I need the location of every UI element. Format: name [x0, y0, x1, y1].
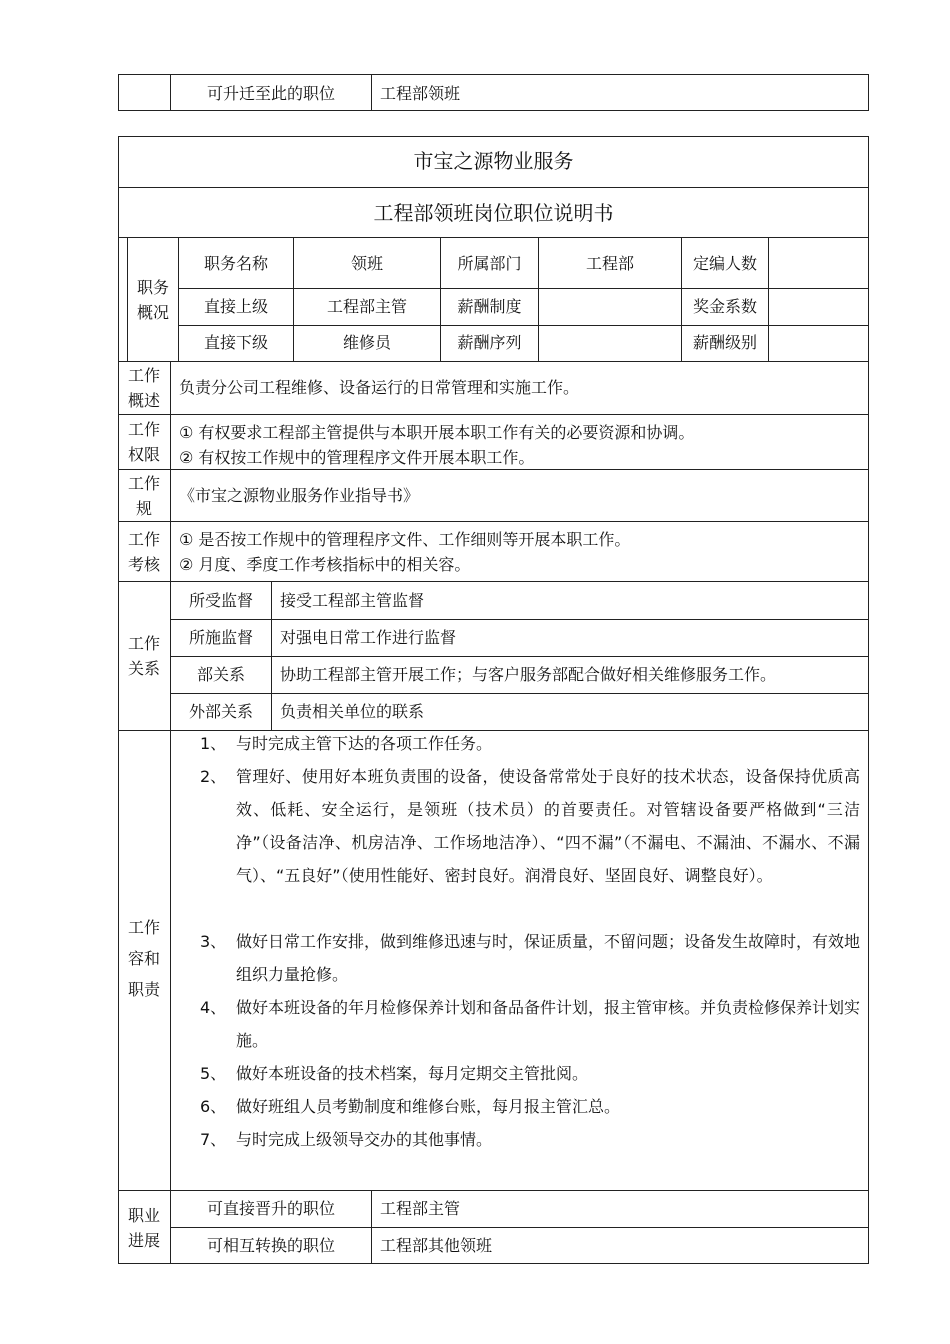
duty-item: 4、 做好本班设备的年月检修保养计划和备品备件计划，报主管审核。并负责检修保养计划实施。: [200, 998, 861, 1050]
divider: [178, 288, 869, 289]
rules-text: 《市宝之源物业服务作业指导书》: [179, 486, 420, 505]
relation-row-value: 负责相关单位的联系: [280, 702, 425, 721]
duty-item: 3、 做好日常工作安排，做到维修迅速与时，保证质量，不留问题；设备发生故障时，有效地组织力量抢修。: [200, 932, 861, 984]
authority-line-2: ② 有权按工作规中的管理程序文件开展本职工作。: [179, 448, 535, 467]
divider: [768, 237, 769, 362]
career-row-label: 可相互转换的职位: [206, 1236, 335, 1255]
divider: [170, 619, 869, 620]
job-name-value: 领班: [350, 254, 383, 273]
divider: [178, 325, 869, 326]
promotion-from-value: 工程部领班: [380, 84, 461, 103]
divider: [118, 1190, 869, 1191]
summary-text: 负责分公司工程维修、设备运行的日常管理和实施工作。: [179, 378, 580, 397]
salary-level-label: 薪酬级别: [692, 333, 757, 352]
divider: [170, 656, 869, 657]
summary-label: 工作 概述: [127, 366, 160, 410]
subordinate-label: 直接下级: [203, 333, 268, 352]
supervisor-label: 直接上级: [203, 297, 268, 316]
relation-row-value: 协助工程部主管开展工作；与客户服务部配合做好相关维修服务工作。: [280, 665, 777, 684]
divider: [118, 187, 869, 188]
authority-line-1: ① 有权要求工程部主管提供与本职开展本职工作有关的必要资源和协调。: [179, 423, 695, 442]
divider: [170, 1227, 869, 1228]
divider: [170, 361, 171, 1264]
duty-item: 1、 与时完成主管下达的各项工作任务。: [200, 734, 493, 753]
relation-row-value: 接受工程部主管监督: [280, 591, 425, 610]
divider: [371, 74, 372, 111]
assessment-line-2: ② 月度、季度工作考核指标中的相关容。: [179, 555, 471, 574]
company-name: 市宝之源物业服务: [413, 149, 574, 173]
relation-row-value: 对强电日常工作进行监督: [280, 628, 457, 647]
career-row-value: 工程部其他领班: [380, 1236, 493, 1255]
relation-row-label: 所受监督: [188, 591, 253, 610]
subordinate-value: 维修员: [342, 333, 391, 352]
duty-item: 2、 管理好、使用好本班负责围的设备，使设备常常处于良好的技术状态，设备保持优质高效、低耗、安全运行，是领班（技术员）的首要责任。对管辖设备要严格做到“三洁净”（设备洁净、机房洁净、工作场地洁净）、“四不漏”（不漏电、不漏油、不漏水、不漏气）、“五良好”（使用性能好、密封良好。润滑良好、坚固良好、调整良好）。: [200, 767, 860, 885]
salary-system-label: 薪酬制度: [457, 297, 522, 316]
document-title: 工程部领班岗位职位说明书: [373, 201, 614, 225]
duty-item: 5、 做好本班设备的技术档案，每月定期交主管批阅。: [200, 1064, 589, 1083]
duty-item: 7、 与时完成上级领导交办的其他事情。: [200, 1130, 493, 1149]
career-label: 职业 进展: [127, 1206, 160, 1250]
salary-sequence-label: 薪酬序列: [457, 333, 522, 352]
divider: [118, 581, 869, 582]
divider: [118, 361, 869, 362]
relation-row-label: 外部关系: [188, 702, 253, 721]
overview-section-label: 职务 概况: [136, 278, 169, 322]
bonus-coefficient-label: 奖金系数: [692, 297, 757, 316]
assessment-line-1: ① 是否按工作规中的管理程序文件、工作细则等开展本职工作。: [179, 530, 631, 549]
divider: [118, 469, 869, 470]
divider: [118, 237, 869, 238]
relation-row-label: 部关系: [196, 665, 245, 684]
duties-label: 工作 容和 职责: [127, 918, 160, 999]
promotion-from-label: 可升迁至此的职位: [206, 84, 335, 103]
relations-label: 工作 关系: [127, 634, 160, 678]
duty-item: 6、 做好班组人员考勤制度和维修台账，每月报主管汇总。: [200, 1097, 621, 1116]
authority-label: 工作 权限: [127, 420, 160, 464]
headcount-label: 定编人数: [692, 254, 757, 273]
department-label: 所属部门: [457, 254, 522, 273]
rules-label: 工作 规: [127, 474, 160, 518]
divider: [170, 693, 869, 694]
divider: [118, 521, 869, 522]
relation-row-label: 所施监督: [188, 628, 253, 647]
job-name-label: 职务名称: [203, 254, 268, 273]
assessment-label: 工作 考核: [127, 530, 160, 574]
divider: [118, 414, 869, 415]
career-row-value: 工程部主管: [380, 1199, 461, 1218]
department-value: 工程部: [585, 254, 634, 273]
supervisor-value: 工程部主管: [326, 297, 407, 316]
career-row-label: 可直接晋升的职位: [206, 1199, 335, 1218]
